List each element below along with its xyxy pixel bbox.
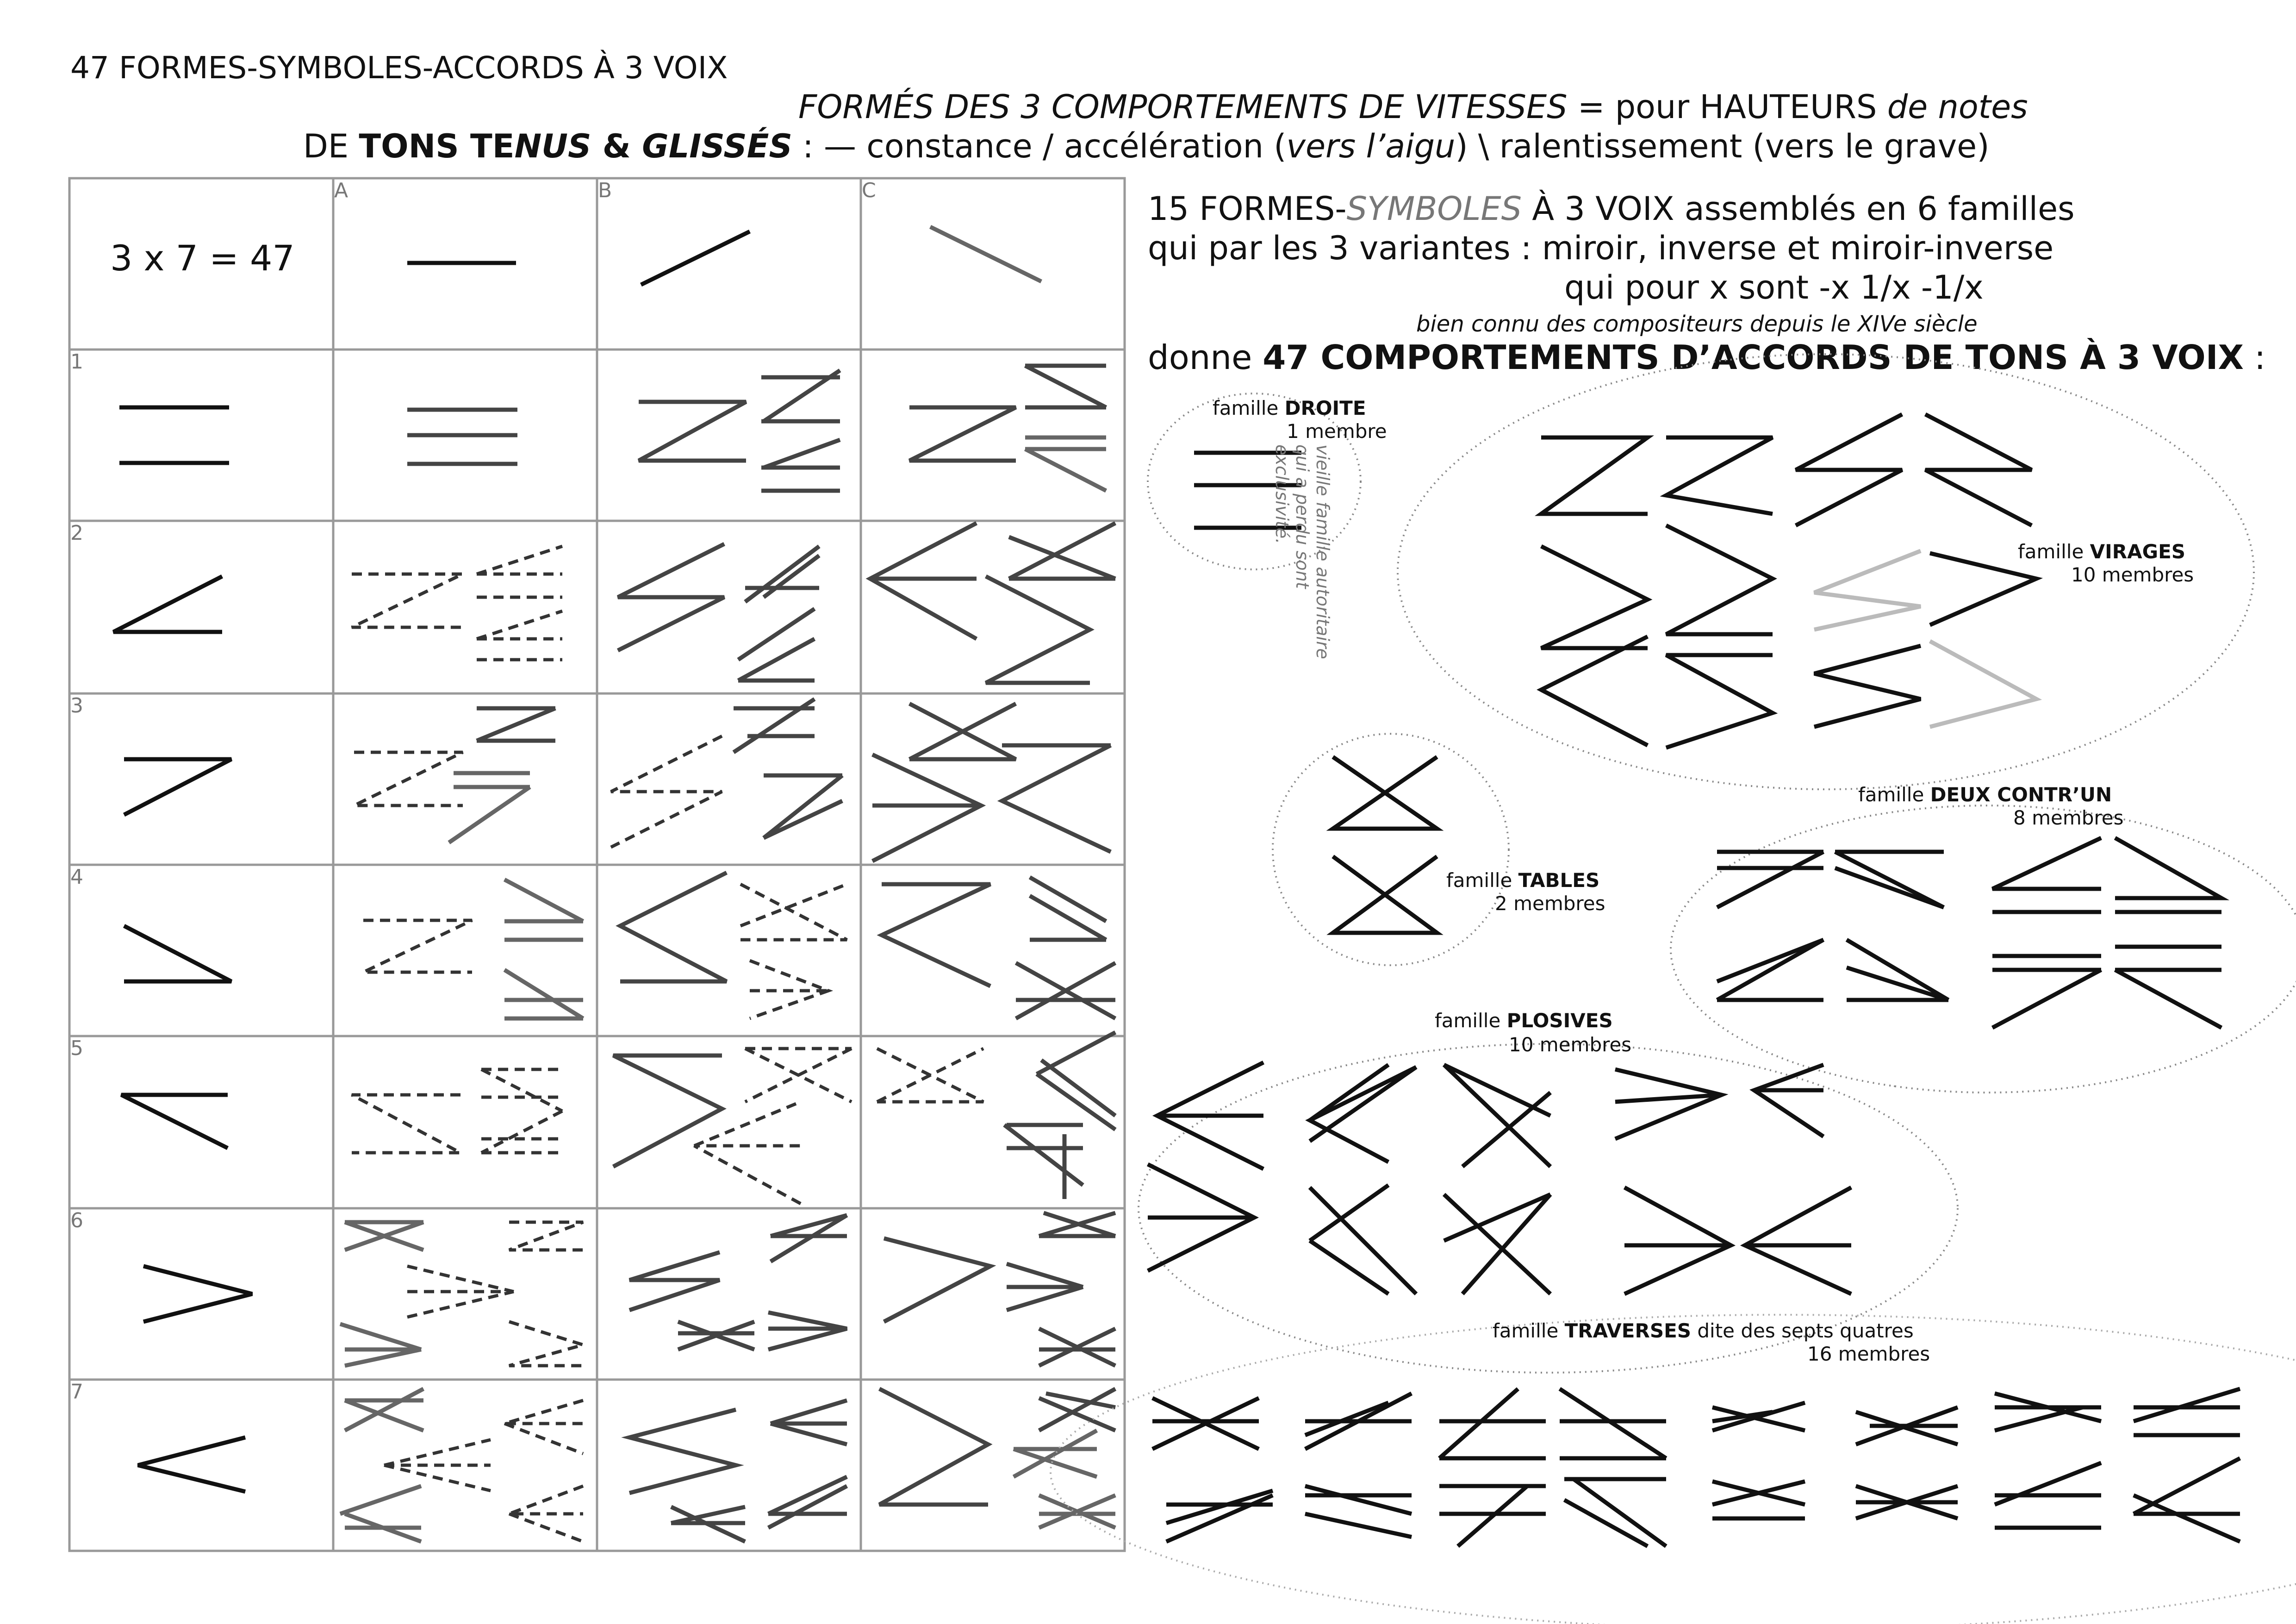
right-line4: bien connu des compositeurs depuis le XIVe siècle (1416, 311, 1978, 337)
col-label-b: B (598, 179, 612, 202)
right-line1-b: SYMBOLES (1346, 190, 1522, 228)
title-line3-a: DE (303, 127, 359, 165)
row-label-4: 4 (70, 865, 83, 889)
col-label-a: A (334, 179, 348, 202)
title-line2-b: = pour HAUTEURS (1567, 88, 1887, 126)
family-deux-name: DEUX CONTR’UN (1930, 783, 2112, 806)
family-virages-label (2018, 540, 2185, 563)
family-deux-count: 8 membres (2013, 806, 2124, 829)
title-line3-e: GLISSÉS (642, 127, 792, 165)
title-line2-a: FORMÉS DES 3 COMPORTEMENTS DE VITESSES (798, 88, 1568, 126)
title-line1: 47 FORMES-SYMBOLES-ACCORDS À 3 VOIX (70, 50, 728, 86)
right-line5-b: 47 COMPORTEMENTS D’ACCORDS DE TONS À 3 VOIX (1263, 338, 2244, 377)
traverses-symbols (1152, 1389, 2240, 1546)
family-plosives-count: 10 membres (1509, 1033, 1632, 1056)
deux-symbols (1717, 838, 2221, 1028)
family-virages-prefix: famille (2018, 540, 2090, 563)
family-plosives-name: PLOSIVES (1506, 1009, 1613, 1032)
title-line3-c: NUS (514, 127, 591, 165)
title-line3-h: ) \ ralentissement (vers le grave) (1455, 127, 1990, 165)
family-tables-label (1446, 869, 1599, 892)
family-plosives-label (1435, 1009, 1613, 1032)
title-line3-b: TONS TE (359, 127, 515, 165)
right-line2: qui par les 3 variantes : miroir, inverse et miroir-inverse (1148, 229, 2054, 267)
family-tables-count: 2 membres (1495, 892, 1605, 915)
col-label-c: C (862, 179, 876, 202)
family-virages-name: VIRAGES (2090, 540, 2186, 563)
family-plosives-prefix: famille (1435, 1009, 1507, 1032)
title-line3-f: : — constance / accélération ( (792, 127, 1287, 165)
family-deux-label (1858, 783, 2112, 806)
title-line3-d: & (591, 127, 642, 165)
table-corner: 3 x 7 = 47 (110, 237, 295, 279)
ellipse-traverses (1051, 1315, 2296, 1624)
row-label-2: 2 (70, 521, 83, 545)
row-label-3: 3 (70, 694, 83, 718)
right-line5-a: donne (1148, 338, 1263, 377)
family-droite-note: vieille famille autoritaire qui a perdu sont exclusivité. (1272, 444, 1333, 659)
family-droite-label (1213, 397, 1366, 419)
family-traverses-prefix: famille (1493, 1319, 1565, 1342)
row-label-7: 7 (70, 1380, 83, 1404)
family-tables-name: TABLES (1518, 869, 1600, 892)
row-label-5: 5 (70, 1037, 83, 1060)
tables-symbols (1333, 757, 1437, 933)
plosives-symbols (1148, 1062, 1851, 1294)
family-traverses-count: 16 membres (1807, 1343, 1930, 1365)
ellipse-deux (1671, 806, 2296, 1093)
right-line1-a: 15 FORMES- (1148, 190, 1347, 228)
family-traverses-label (1493, 1319, 1914, 1342)
family-tables-prefix: famille (1446, 869, 1518, 892)
family-traverses-suffix: dite des septs quatres (1691, 1319, 1914, 1342)
title-line2-c: de notes (1887, 88, 2028, 126)
family-deux-prefix: famille (1858, 783, 1930, 806)
virages-symbols (1541, 414, 2036, 748)
right-line3: qui pour x sont -x 1/x -1/x (1564, 269, 1984, 306)
family-virages-count: 10 membres (2071, 563, 2194, 586)
family-droite-count: 1 membre (1287, 420, 1387, 443)
row-label-6: 6 (70, 1209, 83, 1232)
family-droite-prefix: famille (1213, 397, 1285, 419)
right-line5-c: : (2244, 338, 2266, 377)
family-traverses-name: TRAVERSES (1564, 1319, 1692, 1342)
right-line1-c: À 3 VOIX assemblés en 6 familles (1522, 190, 2075, 228)
row-label-1: 1 (70, 350, 83, 374)
ellipse-tables (1273, 734, 1509, 965)
family-droite-name: DROITE (1284, 397, 1366, 419)
title-line3-g: vers l’aigu (1286, 127, 1456, 165)
